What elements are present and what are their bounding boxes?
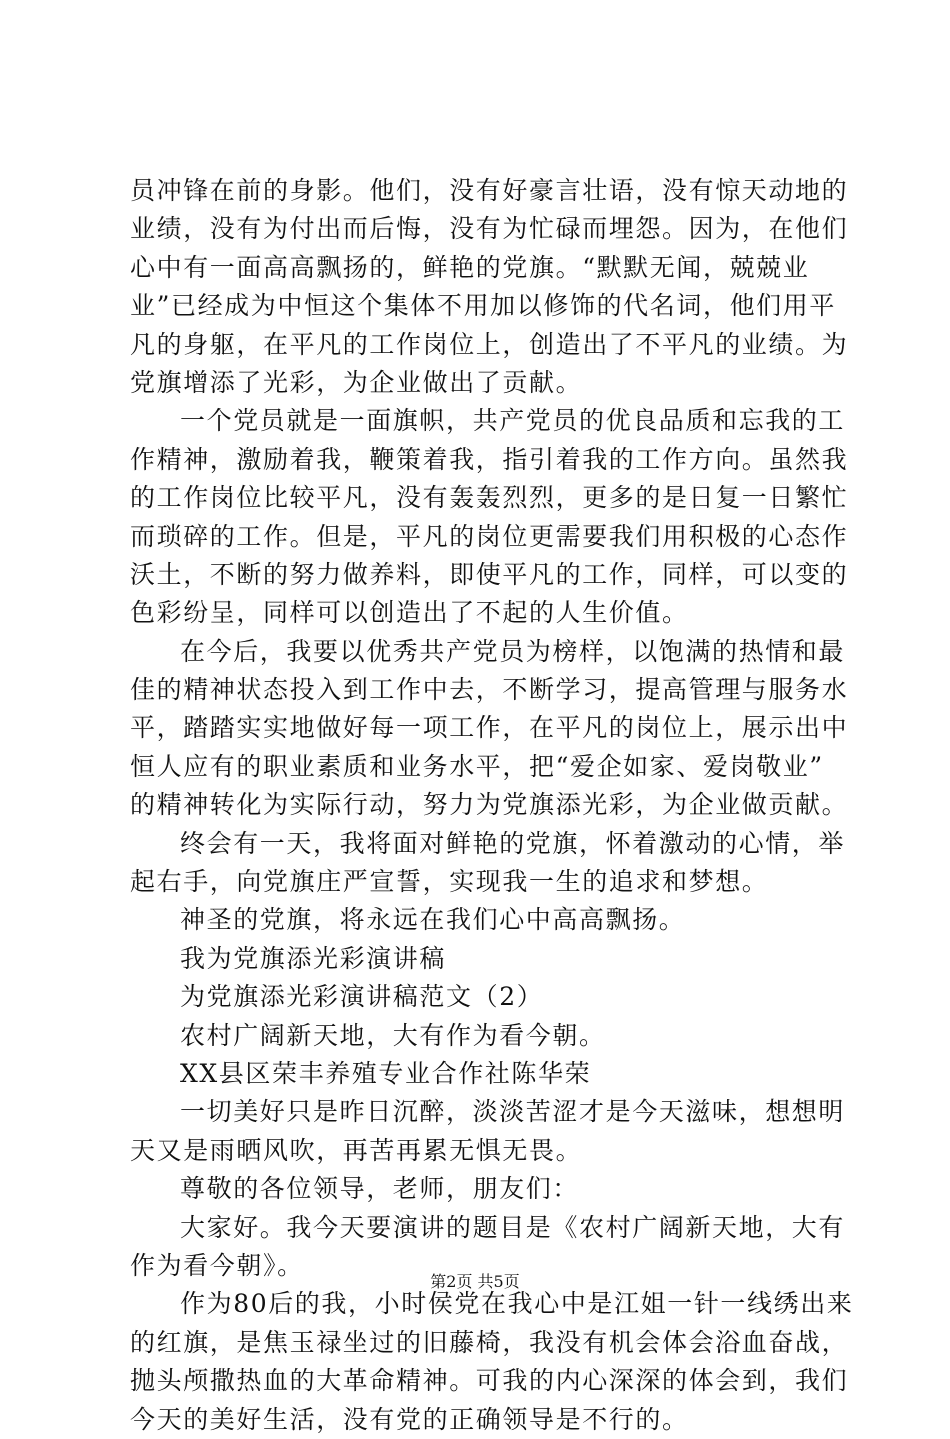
text-line: 一个党员就是一面旗帜，共产党员的优良品质和忘我的工 <box>180 406 846 436</box>
text-line: 作精神，激励着我，鞭策着我，指引着我的工作方向。虽然我 <box>130 444 849 474</box>
text-line: 大家好。我今天要演讲的题目是《农村广阔新天地，大有 <box>180 1212 846 1242</box>
text-line: 我为党旗添光彩演讲稿 <box>180 943 447 973</box>
text-line: 的工作岗位比较平凡，没有轰轰烈烈，更多的是日复一日繁忙 <box>130 483 849 513</box>
text-line: 为党旗添光彩演讲稿范文（2） <box>180 982 544 1012</box>
text-line: 员冲锋在前的身影。他们，没有好豪言壮语，没有惊天动地的 <box>130 176 849 205</box>
text-line: XX县区荣丰养殖专业合作社陈华荣 <box>180 1058 592 1088</box>
page-footer: 第2页 共5页 <box>430 1272 520 1291</box>
text-line: 的红旗，是焦玉禄坐过的旧藤椅，我没有机会体会浴血奋战， <box>130 1327 849 1357</box>
text-line: 今天的美好生活，没有党的正确领导是不行的。 <box>130 1404 689 1434</box>
text-line: 起右手，向党旗庄严宣誓，实现我一生的追求和梦想。 <box>130 867 769 897</box>
text-line: 农村广阔新天地，大有作为看今朝。 <box>180 1020 606 1050</box>
text-line: 而琐碎的工作。但是，平凡的岗位更需要我们用积极的心态作 <box>130 521 849 551</box>
text-line: 业绩，没有为付出而后悔，没有为忙碌而埋怨。因为，在他们 <box>130 214 849 244</box>
text-line: 党旗增添了光彩，为企业做出了贡献。 <box>130 367 583 397</box>
text-line: 恒人应有的职业素质和业务水平，把“爱企如家、爱岗敬业” <box>130 751 824 781</box>
text-line: 佳的精神状态投入到工作中去，不断学习，提高管理与服务水 <box>130 675 849 705</box>
text-line: 一切美好只是昨日沉醉，淡淡苦涩才是今天滋味，想想明 <box>180 1097 846 1127</box>
text-line: 作为看今朝》。 <box>130 1250 304 1280</box>
text-line: 沃土，不断的努力做养料，即使平凡的工作，同样，可以变的 <box>130 559 849 589</box>
text-line: 神圣的党旗，将永远在我们心中高高飘扬。 <box>180 905 686 935</box>
text-line: 天又是雨晒风吹，再苦再累无惧无畏。 <box>130 1135 583 1165</box>
text-line: 作为80后的我，小时侯党在我心中是江姐一针一线绣出来 <box>180 1289 854 1319</box>
text-line: 凡的身躯，在平凡的工作岗位上，创造出了不平凡的业绩。为 <box>130 329 849 359</box>
text-line: 心中有一面高高飘扬的，鲜艳的党旗。“默默无闻，兢兢业 <box>130 252 810 282</box>
text-line: 业”已经成为中恒这个集体不用加以修饰的代名词，他们用平 <box>130 291 836 321</box>
document-body <box>130 172 854 1439</box>
text-line: 终会有一天，我将面对鲜艳的党旗，怀着激动的心情，举 <box>180 828 846 858</box>
text-line: 平，踏踏实实地做好每一项工作，在平凡的岗位上，展示出中 <box>130 713 849 743</box>
text-line: 色彩纷呈，同样可以创造出了不起的人生价值。 <box>130 598 689 628</box>
text-line: 尊敬的各位领导，老师，朋友们： <box>180 1174 580 1204</box>
text-line: 在今后，我要以优秀共产党员为榜样，以饱满的热情和最 <box>180 636 846 666</box>
text-line: 的精神转化为实际行动，努力为党旗添光彩，为企业做贡献。 <box>130 790 849 820</box>
text-line: 抛头颅撒热血的大革命精神。可我的内心深深的体会到，我们 <box>130 1366 849 1396</box>
